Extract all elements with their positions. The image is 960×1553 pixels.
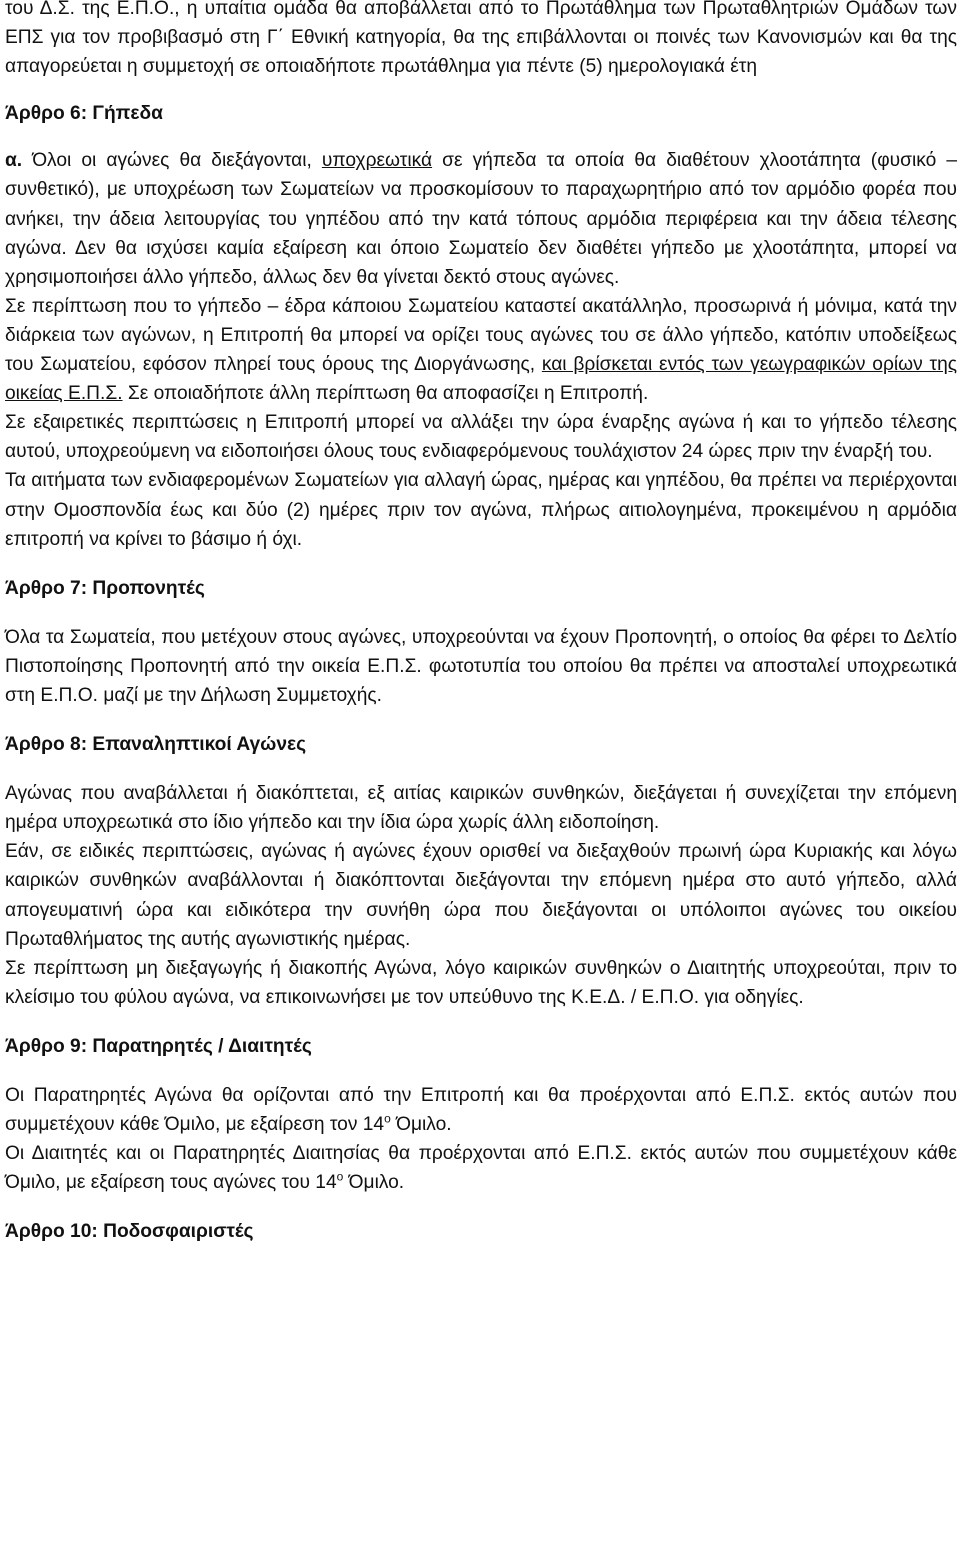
article-6-paragraph-a [5,146,957,291]
text-segment: Οι Διαιτητές και οι Παρατηρητές Διαιτησίας θα προέρχονται από Ε.Π.Σ. εκτός αυτών που συμμετέχουν κάθε Όμιλο, με εξαίρεση τους αγώνες του 14 [5,1143,957,1194]
article-7-heading: Άρθρο 7: Προπονητές [5,577,205,599]
underlined-text: υποχρεωτικά [321,150,433,172]
article-8-heading: Άρθρο 8: Επαναληπτικοί Αγώνες [5,734,307,756]
text-segment: Όλοι οι αγώνες θα διεξάγονται, [22,150,322,172]
article-6-heading: Άρθρο 6: Γήπεδα [5,103,163,125]
article-9-heading: Άρθρο 9: Παρατηρητές / Διαιτητές [5,1035,312,1057]
text-segment: Σε περίπτωση που το γήπεδο – έδρα κάποιου Σωματείου καταστεί ακατάλληλο, προσωρινά ή μόνιμα, κατά την διάρκεια των αγώνων, η Επιτροπή θα μπορεί να ορίζει τους αγώνες του σε άλλο γήπεδο, κατόπιν υποδείξεως του Σωματείου, εφόσον πληρεί τους όρους της Διοργάνωσης, [5,295,957,376]
article-6-paragraph-4: Τα αιτήματα των ενδιαφερομένων Σωματείων για αλλαγή ώρας, ημέρας και γηπέδου, θα πρέπει να περιέρχονται στην Ομοσπονδία έως και δύο (2) ημέρες πριν τον αγώνα, πλήρως αιτιολογημένα, προκειμένου η αρμόδια επιτροπή να κρίνει το βάσιμο ή όχι. [5,470,957,550]
text-segment: Οι Παρατηρητές Αγώνα θα ορίζονται από την Επιτροπή και θα προέρχονται από Ε.Π.Σ. εκτός αυτών που συμμετέχουν κάθε Όμιλο, με εξαίρεση τον 14 [5,1085,957,1136]
article-6-paragraph-3: Σε εξαιρετικές περιπτώσεις η Επιτροπή μπορεί να αλλάξει την ώρα έναρξης αγώνα ή και το γήπεδο τέλεσης αυτού, υποχρεούμενη να ειδοποιήσει όλους τους ενδιαφερόμενους τουλάχιστον 24 ώρες πριν την έναρξή του. [5,412,957,463]
text-segment: Όμιλο. [343,1172,405,1194]
item-label: α. [5,150,23,172]
ordinal-superscript: ο [336,1169,344,1184]
text-segment: Σε οποιαδήποτε άλλη περίπτωση θα αποφασίζει η Επιτροπή. [122,383,649,405]
text-segment: σε γήπεδα τα οποία θα διαθέτουν χλοοτάπητα (φυσικό – συνθετικό), με υποχρέωση των Σωματείων να προσκομίσουν το παραχωρητήριο από τον αρμόδιο φορέα που ανήκει, την άδεια λειτουργίας του γηπέδου από την κατά τόπους αρμόδια περιφέρεια και την άδεια τέλεσης αγώνα. Δεν θα ισχύσει καμία εξαίρεση και όποιο Σωματείο δεν διαθέτει γήπεδο με χλοοτάπητα, μπορεί να χρησιμοποιήσει άλλο γήπεδο, άλλως δεν θα γίνεται δεκτό στους αγώνες. [5,150,957,288]
underlined-text: και βρίσκεται εντός των γεωγραφικών ορίων της οικείας Ε.Π.Σ. [5,354,957,405]
intro-paragraph: του Δ.Σ. της Ε.Π.Ο., η υπαίτια ομάδα θα αποβάλλεται από το Πρωτάθλημα των Πρωταθλητριών Ομάδων των ΕΠΣ για τον προβιβασμό στη Γ΄ Εθνική κατηγορία, θα της επιβάλλονται οι ποινές των Κανονισμών και θα της απαγορεύεται η συμμετοχή σε οποιαδήποτε πρωτάθλημα για πέντε (5) ημερολογιακά έτη [5,0,957,78]
article-8-paragraph-2: Εάν, σε ειδικές περιπτώσεις, αγώνας ή αγώνες έχουν ορισθεί να διεξαχθούν πρωινή ώρα Κυριακής και λόγω καιρικών συνθηκών αναβάλλονται ή διακόπτονται διεξάγονται την επόμενη ημέρα στο αυτό γήπεδο, αλλά απογευματινή ώρα και ειδικότερα την συνήθη ώρα που διεξάγονται οι υπόλοιποι αγώνες του οικείου Πρωταθλήματος της αυτής αγωνιστικής ημέρας. [5,841,957,950]
article-10-heading: Άρθρο 10: Ποδοσφαιριστές [5,1221,254,1243]
article-7-paragraph-1: Όλα τα Σωματεία, που μετέχουν στους αγώνες, υποχρεούνται να έχουν Προπονητή, ο οποίος θα φέρει το Δελτίο Πιστοποίησης Προπονητή από την οικεία Ε.Π.Σ. φωτοτυπία του οποίου θα πρέπει να αποσταλεί υποχρεωτικά στη Ε.Π.Ο. μαζί με την Δήλωση Συμμετοχής. [5,626,957,706]
article-9-paragraph-1 [5,1081,957,1139]
article-9-paragraph-2 [5,1139,957,1197]
article-6-paragraph-2 [5,292,957,408]
article-8-paragraph-3: Σε περίπτωση μη διεξαγωγής ή διακοπής Αγώνα, λόγο καιρικών συνθηκών ο Διαιτητής υποχρεούται, πριν το κλείσιμο του φύλου αγώνα, να επικοινωνήσει με τον υπεύθυνο της Κ.Ε.Δ. / Ε.Π.Ο. για οδηγίες. [5,957,957,1008]
ordinal-superscript: ο [384,1111,391,1126]
article-8-paragraph-1: Αγώνας που αναβάλλεται ή διακόπτεται, εξ αιτίας καιρικών συνθηκών, διεξάγεται ή συνεχίζεται την επόμενη ημέρα υποχρεωτικά στο ίδιο γήπεδο και την ίδια ώρα χωρίς άλλη ειδοποίηση. [5,783,957,834]
text-segment: Όμιλο. [390,1114,452,1136]
